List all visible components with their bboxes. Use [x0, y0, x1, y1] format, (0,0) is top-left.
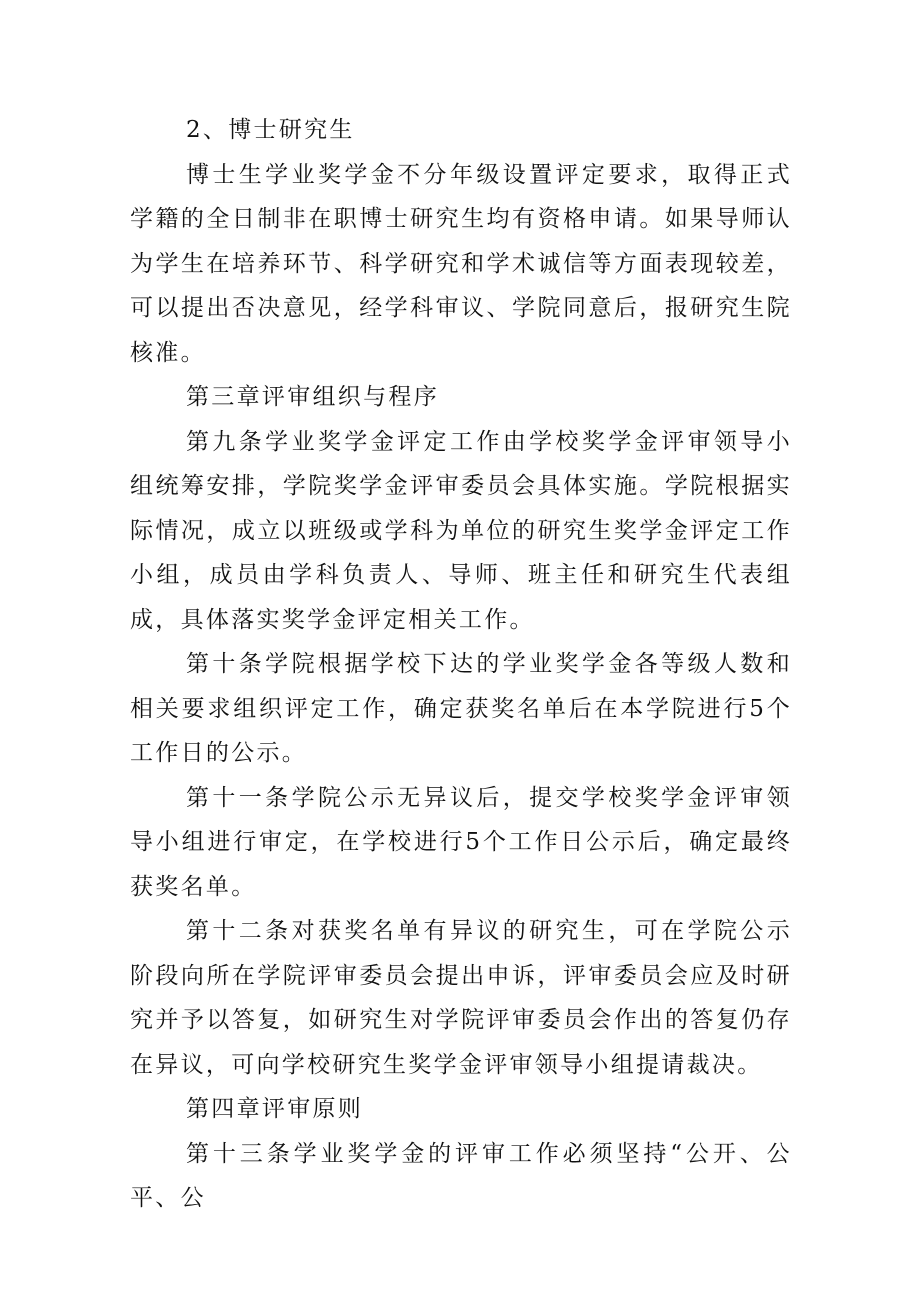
article-10: 第十条学院根据学校下达的学业奖学金各等级人数和相关要求组织评定工作，确定获奖名单后在本学院进行5个工作日的公示。	[130, 651, 792, 766]
document-body	[130, 108, 792, 1221]
chapter-heading-3: 第三章评审组织与程序	[186, 384, 439, 410]
article-12: 第十二条对获奖名单有异议的研究生，可在学院公示阶段向所在学院评审委员会提出申诉，评审委员会应及时研究并予以答复，如研究生对学院评审委员会作出的答复仍存在异议，可向学校研究生奖学金评审领导小组提请裁决。	[130, 918, 792, 1078]
chapter-heading-4: 第四章评审原则	[186, 1096, 364, 1122]
paragraph-doctoral-requirements: 博士生学业奖学金不分年级设置评定要求，取得正式学籍的全日制非在职博士研究生均有资格申请。如果导师认为学生在培养环节、科学研究和学术诚信等方面表现较差，可以提出否决意见，经学科审议、学院同意后，报研究生院核准。	[130, 161, 792, 366]
article-11: 第十一条学院公示无异议后，提交学校奖学金评审领导小组进行审定，在学校进行5个工作日公示后，确定最终获奖名单。	[130, 784, 792, 900]
article-9: 第九条学业奖学金评定工作由学校奖学金评审领导小组统筹安排，学院奖学金评审委员会具体实施。学院根据实际情况，成立以班级或学科为单位的研究生奖学金评定工作小组，成员由学科负责人、导师、班主任和研究生代表组成，具体落实奖学金评定相关工作。	[130, 428, 792, 633]
section-heading-doctoral: 2、博士研究生	[186, 117, 355, 143]
article-13: 第十三条学业奖学金的评审工作必须坚持“公开、公平、公	[130, 1140, 792, 1211]
